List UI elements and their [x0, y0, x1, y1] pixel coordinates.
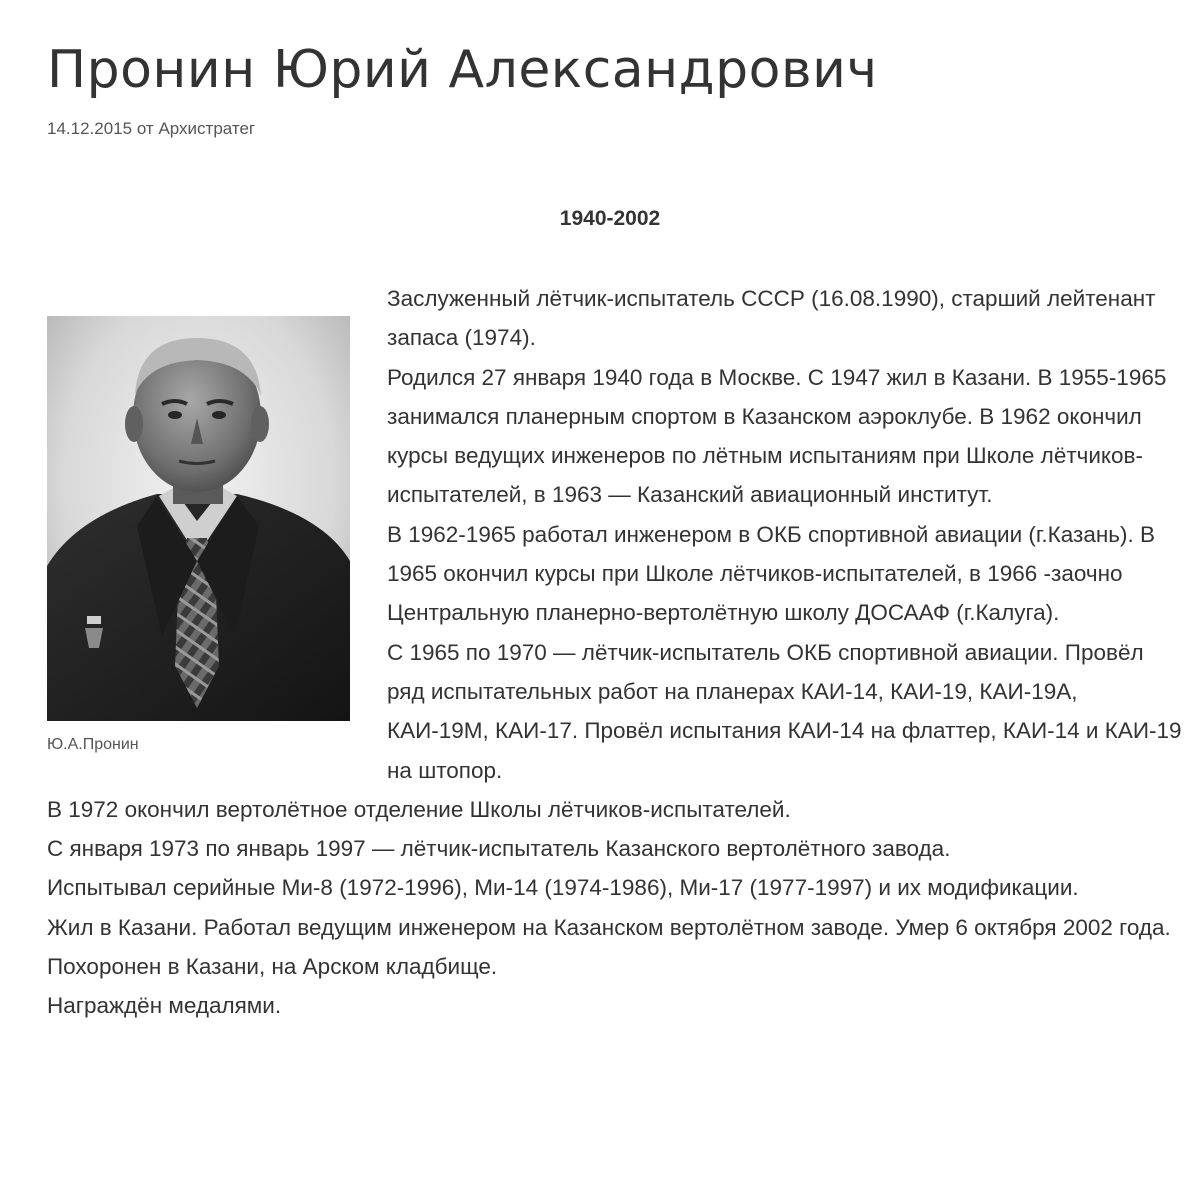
bio-paragraph: Испытывал серийные Ми-8 (1972-1996), Ми-14 (1974-1986), Ми-17 (1977-1997) и их модификации. — [47, 875, 1079, 901]
post-date-link[interactable]: 14.12.2015 — [47, 119, 133, 138]
bio-paragraph: Родился 27 января 1940 года в Москве. С 1947 жил в Казани. В 1955-1965 занимался планерным спортом в Казанском аэроклубе. В 1962 окончил курсы ведущих инженеров по лётным испытаниям при Школе лётчиков-испытателей, в 1963 — Казанский авиационный институт. — [387, 364, 1167, 508]
bio-paragraph: Заслуженный лётчик-испытатель СССР (16.08.1990), старший лейтенант запаса (1974). — [387, 286, 1156, 351]
bio-paragraph: Жил в Казани. Работал ведущим инженером на Казанском вертолётном заводе. Умер 6 октября 2002 года. Похоронен в Казани, на Арском кладбище. — [47, 914, 1171, 980]
page-title: Пронин Юрий Александрович — [47, 40, 878, 100]
bio-paragraph: В 1962-1965 работал инженером в ОКБ спортивной авиации (г.Казань). В 1965 окончил курсы при Школе лётчиков-испытателей, в 1966 -заочно Центральную планерно-вертолётную школу ДОСААФ (г.Калуга). — [387, 521, 1155, 626]
bio-paragraph: С 1965 по 1970 — лётчик-испытатель ОКБ спортивной авиации. Провёл ряд испытательных работ на планерах КАИ-14, КАИ-19, КАИ-19А, КАИ-19М, КАИ-17. Провёл испытания КАИ-14 на флаттер, КАИ-14 и КАИ-19 на штопор. — [387, 639, 1182, 783]
life-years: 1940-2002 — [559, 207, 661, 230]
portrait-figure — [47, 279, 350, 756]
bio-paragraph: С января 1973 по январь 1997 — лётчик-испытатель Казанского вертолётного завода. — [47, 836, 951, 862]
portrait-caption: Ю.А.Пронин — [47, 736, 139, 753]
portrait-photo-icon — [47, 316, 350, 721]
bio-paragraph: Награждён медалями. — [47, 993, 282, 1019]
post-meta — [47, 117, 255, 141]
post-author-link[interactable]: Архистратег — [158, 119, 256, 138]
post-meta-by: от — [136, 119, 154, 138]
bio-paragraph: В 1972 окончил вертолётное отделение Школы лётчиков-испытателей. — [47, 796, 791, 822]
article-body — [47, 279, 1182, 1026]
